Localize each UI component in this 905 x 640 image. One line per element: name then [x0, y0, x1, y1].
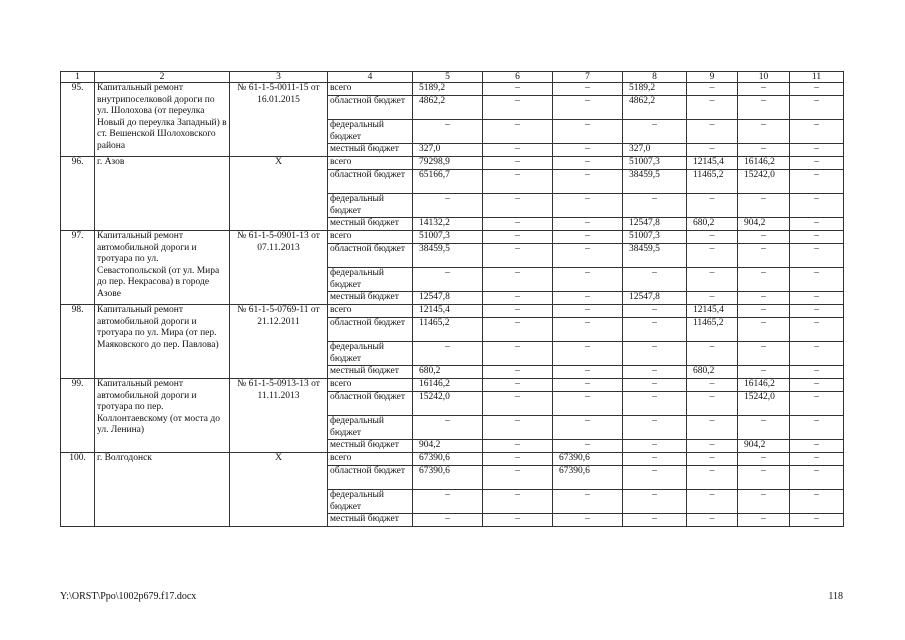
amount-cell: –	[553, 379, 623, 392]
row-number: 98.	[61, 305, 95, 379]
amount-cell: –	[790, 244, 844, 268]
amount-cell: –	[790, 305, 844, 318]
amount-cell: –	[790, 268, 844, 292]
amount-cell: –	[553, 392, 623, 416]
amount-cell: –	[483, 244, 553, 268]
amount-cell: –	[553, 120, 623, 144]
amount-cell: –	[623, 305, 687, 318]
amount-cell: –	[483, 342, 553, 366]
amount-cell: –	[413, 120, 483, 144]
amount-cell: –	[553, 490, 623, 514]
table-row	[61, 157, 844, 170]
amount-cell: –	[553, 170, 623, 194]
object-name: Капитальный ремонт автомобильной дороги и тротуара по пер. Коллонтаевскому (от моста до ул. Ленина)	[95, 379, 230, 453]
funding-source: федеральный бюджет	[328, 194, 413, 218]
amount-cell: 16146,2	[738, 157, 790, 170]
amount-cell: –	[483, 83, 553, 96]
amount-cell: –	[553, 244, 623, 268]
amount-cell: –	[483, 392, 553, 416]
amount-cell: –	[738, 366, 790, 379]
amount-cell: –	[623, 318, 687, 342]
amount-cell: –	[553, 268, 623, 292]
column-number: 5	[413, 72, 483, 83]
document-ref: № 61-1-5-0913-13 от 11.11.2013	[230, 379, 328, 453]
amount-cell: –	[687, 120, 738, 144]
amount-cell: –	[687, 440, 738, 453]
amount-cell: 67390,6	[413, 466, 483, 490]
column-number: 10	[738, 72, 790, 83]
amount-cell: –	[483, 305, 553, 318]
amount-cell: 67390,6	[553, 453, 623, 466]
amount-cell: –	[623, 392, 687, 416]
funding-source: областной бюджет	[328, 96, 413, 120]
budget-table	[60, 71, 844, 527]
amount-cell: –	[623, 416, 687, 440]
table-row	[61, 83, 844, 96]
amount-cell: 65166,7	[413, 170, 483, 194]
amount-cell: –	[790, 416, 844, 440]
amount-cell: –	[738, 120, 790, 144]
document-ref: № 61-1-5-0011-15 от 16.01.2015	[230, 83, 328, 157]
amount-cell: 16146,2	[738, 379, 790, 392]
amount-cell: –	[790, 218, 844, 231]
amount-cell: –	[790, 194, 844, 218]
amount-cell: –	[553, 144, 623, 157]
amount-cell: –	[413, 490, 483, 514]
amount-cell: –	[483, 157, 553, 170]
amount-cell: 680,2	[687, 366, 738, 379]
amount-cell: 5189,2	[623, 83, 687, 96]
amount-cell: –	[738, 342, 790, 366]
amount-cell: –	[738, 83, 790, 96]
document-ref: Х	[230, 157, 328, 231]
amount-cell: –	[790, 292, 844, 305]
amount-cell: –	[553, 305, 623, 318]
amount-cell: 38459,5	[623, 244, 687, 268]
amount-cell: 680,2	[413, 366, 483, 379]
amount-cell: 327,0	[413, 144, 483, 157]
document-ref: Х	[230, 453, 328, 527]
funding-source: федеральный бюджет	[328, 490, 413, 514]
funding-source: областной бюджет	[328, 244, 413, 268]
amount-cell: –	[553, 318, 623, 342]
amount-cell: –	[413, 268, 483, 292]
funding-source: всего	[328, 305, 413, 318]
object-name: Капитальный ремонт автомобильной дороги и тротуара по ул. Севастопольской (от ул. Мира до пер. Некрасова) в городе Азове	[95, 231, 230, 305]
amount-cell: –	[623, 120, 687, 144]
funding-source: местный бюджет	[328, 144, 413, 157]
amount-cell: 12145,4	[413, 305, 483, 318]
amount-cell: 51007,3	[623, 157, 687, 170]
amount-cell: –	[483, 144, 553, 157]
amount-cell: –	[483, 268, 553, 292]
amount-cell: –	[790, 440, 844, 453]
amount-cell: 4862,2	[413, 96, 483, 120]
amount-cell: –	[790, 379, 844, 392]
amount-cell: –	[553, 514, 623, 527]
amount-cell: 12145,4	[687, 305, 738, 318]
table-row	[61, 379, 844, 392]
amount-cell: –	[687, 416, 738, 440]
amount-cell: –	[738, 231, 790, 244]
amount-cell: –	[483, 194, 553, 218]
amount-cell: –	[687, 244, 738, 268]
funding-source: федеральный бюджет	[328, 268, 413, 292]
amount-cell: –	[413, 514, 483, 527]
amount-cell: 15242,0	[413, 392, 483, 416]
amount-cell: –	[687, 453, 738, 466]
amount-cell: 11465,2	[413, 318, 483, 342]
amount-cell: 12145,4	[687, 157, 738, 170]
funding-source: областной бюджет	[328, 318, 413, 342]
amount-cell: 67390,6	[553, 466, 623, 490]
amount-cell: –	[687, 379, 738, 392]
amount-cell: –	[790, 157, 844, 170]
amount-cell: –	[738, 416, 790, 440]
amount-cell: –	[790, 392, 844, 416]
amount-cell: 51007,3	[623, 231, 687, 244]
amount-cell: 16146,2	[413, 379, 483, 392]
amount-cell: 904,2	[413, 440, 483, 453]
funding-source: местный бюджет	[328, 440, 413, 453]
row-number: 100.	[61, 453, 95, 527]
amount-cell: –	[790, 120, 844, 144]
amount-cell: –	[483, 466, 553, 490]
amount-cell: –	[483, 231, 553, 244]
amount-cell: –	[790, 318, 844, 342]
funding-source: областной бюджет	[328, 392, 413, 416]
amount-cell: 904,2	[738, 440, 790, 453]
amount-cell: –	[687, 292, 738, 305]
amount-cell: –	[687, 268, 738, 292]
amount-cell: –	[413, 416, 483, 440]
amount-cell: –	[553, 96, 623, 120]
amount-cell: –	[483, 366, 553, 379]
amount-cell: –	[738, 292, 790, 305]
amount-cell: –	[483, 120, 553, 144]
amount-cell: –	[738, 514, 790, 527]
amount-cell: –	[553, 83, 623, 96]
column-number: 11	[790, 72, 844, 83]
column-number: 7	[553, 72, 623, 83]
amount-cell: –	[687, 392, 738, 416]
amount-cell: –	[553, 342, 623, 366]
table-row	[61, 231, 844, 244]
amount-cell: –	[483, 96, 553, 120]
object-name: г. Волгодонск	[95, 453, 230, 527]
amount-cell: –	[413, 194, 483, 218]
amount-cell: –	[413, 342, 483, 366]
amount-cell: –	[483, 416, 553, 440]
amount-cell: –	[738, 490, 790, 514]
amount-cell: 12547,8	[623, 292, 687, 305]
amount-cell: 15242,0	[738, 392, 790, 416]
funding-source: федеральный бюджет	[328, 416, 413, 440]
amount-cell: 680,2	[687, 218, 738, 231]
amount-cell: –	[790, 96, 844, 120]
amount-cell: –	[738, 96, 790, 120]
funding-source: областной бюджет	[328, 466, 413, 490]
amount-cell: –	[483, 318, 553, 342]
amount-cell: 904,2	[738, 218, 790, 231]
amount-cell: –	[738, 144, 790, 157]
amount-cell: 79298,9	[413, 157, 483, 170]
column-number: 6	[483, 72, 553, 83]
column-number: 1	[61, 72, 95, 83]
amount-cell: –	[687, 83, 738, 96]
amount-cell: –	[623, 490, 687, 514]
row-number: 99.	[61, 379, 95, 453]
amount-cell: –	[790, 453, 844, 466]
amount-cell: 4862,2	[623, 96, 687, 120]
amount-cell: –	[553, 416, 623, 440]
amount-cell: –	[738, 244, 790, 268]
amount-cell: –	[483, 218, 553, 231]
amount-cell: –	[738, 268, 790, 292]
amount-cell: –	[687, 514, 738, 527]
amount-cell: –	[790, 466, 844, 490]
funding-source: местный бюджет	[328, 292, 413, 305]
amount-cell: –	[738, 305, 790, 318]
funding-source: всего	[328, 379, 413, 392]
amount-cell: 15242,0	[738, 170, 790, 194]
amount-cell: 67390,6	[413, 453, 483, 466]
funding-source: всего	[328, 231, 413, 244]
row-number: 95.	[61, 83, 95, 157]
column-number: 9	[687, 72, 738, 83]
amount-cell: –	[623, 453, 687, 466]
amount-cell: –	[553, 157, 623, 170]
amount-cell: –	[483, 453, 553, 466]
amount-cell: –	[483, 170, 553, 194]
amount-cell: –	[623, 379, 687, 392]
amount-cell: –	[738, 318, 790, 342]
object-name: Капитальный ремонт автомобильной дороги и тротуара по ул. Мира (от пер. Маяковского до пер. Павлова)	[95, 305, 230, 379]
amount-cell: –	[623, 268, 687, 292]
amount-cell: –	[687, 466, 738, 490]
file-path: Y:\ORST\Ppo\1002p679.f17.docx	[60, 591, 197, 602]
funding-source: всего	[328, 157, 413, 170]
amount-cell: –	[623, 366, 687, 379]
page-number: 118	[828, 591, 843, 602]
funding-source: всего	[328, 83, 413, 96]
amount-cell: –	[553, 292, 623, 305]
amount-cell: –	[483, 379, 553, 392]
amount-cell: 5189,2	[413, 83, 483, 96]
amount-cell: –	[553, 440, 623, 453]
amount-cell: –	[623, 342, 687, 366]
amount-cell: –	[623, 514, 687, 527]
amount-cell: –	[790, 231, 844, 244]
amount-cell: –	[687, 194, 738, 218]
amount-cell: 38459,5	[413, 244, 483, 268]
amount-cell: –	[553, 218, 623, 231]
object-name: Капитальный ремонт внутрипоселковой дороги по ул. Шолохова (от переулка Новый до переулка Западный) в ст. Вешенской Шолоховского района	[95, 83, 230, 157]
funding-source: местный бюджет	[328, 514, 413, 527]
funding-source: федеральный бюджет	[328, 120, 413, 144]
row-number: 96.	[61, 157, 95, 231]
funding-source: местный бюджет	[328, 366, 413, 379]
column-number: 4	[328, 72, 413, 83]
amount-cell: –	[687, 96, 738, 120]
funding-source: областной бюджет	[328, 170, 413, 194]
object-name: г. Азов	[95, 157, 230, 231]
amount-cell: –	[738, 466, 790, 490]
amount-cell: –	[790, 170, 844, 194]
amount-cell: –	[483, 490, 553, 514]
column-number: 2	[95, 72, 230, 83]
document-ref: № 61-1-5-0901-13 от 07.11.2013	[230, 231, 328, 305]
amount-cell: –	[687, 144, 738, 157]
amount-cell: –	[738, 194, 790, 218]
amount-cell: –	[483, 440, 553, 453]
column-number-row	[61, 72, 844, 83]
amount-cell: –	[790, 514, 844, 527]
amount-cell: –	[738, 453, 790, 466]
amount-cell: –	[623, 194, 687, 218]
amount-cell: –	[483, 292, 553, 305]
amount-cell: –	[553, 194, 623, 218]
amount-cell: 12547,8	[413, 292, 483, 305]
column-number: 8	[623, 72, 687, 83]
amount-cell: –	[687, 231, 738, 244]
amount-cell: 11465,2	[687, 318, 738, 342]
amount-cell: 327,0	[623, 144, 687, 157]
amount-cell: –	[790, 83, 844, 96]
amount-cell: –	[623, 440, 687, 453]
funding-source: местный бюджет	[328, 218, 413, 231]
amount-cell: –	[687, 342, 738, 366]
document-ref: № 61-1-5-0769-11 от 21.12.2011	[230, 305, 328, 379]
amount-cell: 51007,3	[413, 231, 483, 244]
amount-cell: –	[790, 144, 844, 157]
row-number: 97.	[61, 231, 95, 305]
amount-cell: –	[623, 466, 687, 490]
amount-cell: –	[553, 231, 623, 244]
amount-cell: 12547,8	[623, 218, 687, 231]
table-row	[61, 305, 844, 318]
amount-cell: –	[483, 514, 553, 527]
amount-cell: –	[687, 490, 738, 514]
column-number: 3	[230, 72, 328, 83]
amount-cell: –	[790, 342, 844, 366]
amount-cell: 11465,2	[687, 170, 738, 194]
amount-cell: –	[790, 366, 844, 379]
amount-cell: –	[790, 490, 844, 514]
table-row	[61, 453, 844, 466]
amount-cell: 14132,2	[413, 218, 483, 231]
amount-cell: –	[553, 366, 623, 379]
funding-source: всего	[328, 453, 413, 466]
funding-source: федеральный бюджет	[328, 342, 413, 366]
amount-cell: 38459,5	[623, 170, 687, 194]
